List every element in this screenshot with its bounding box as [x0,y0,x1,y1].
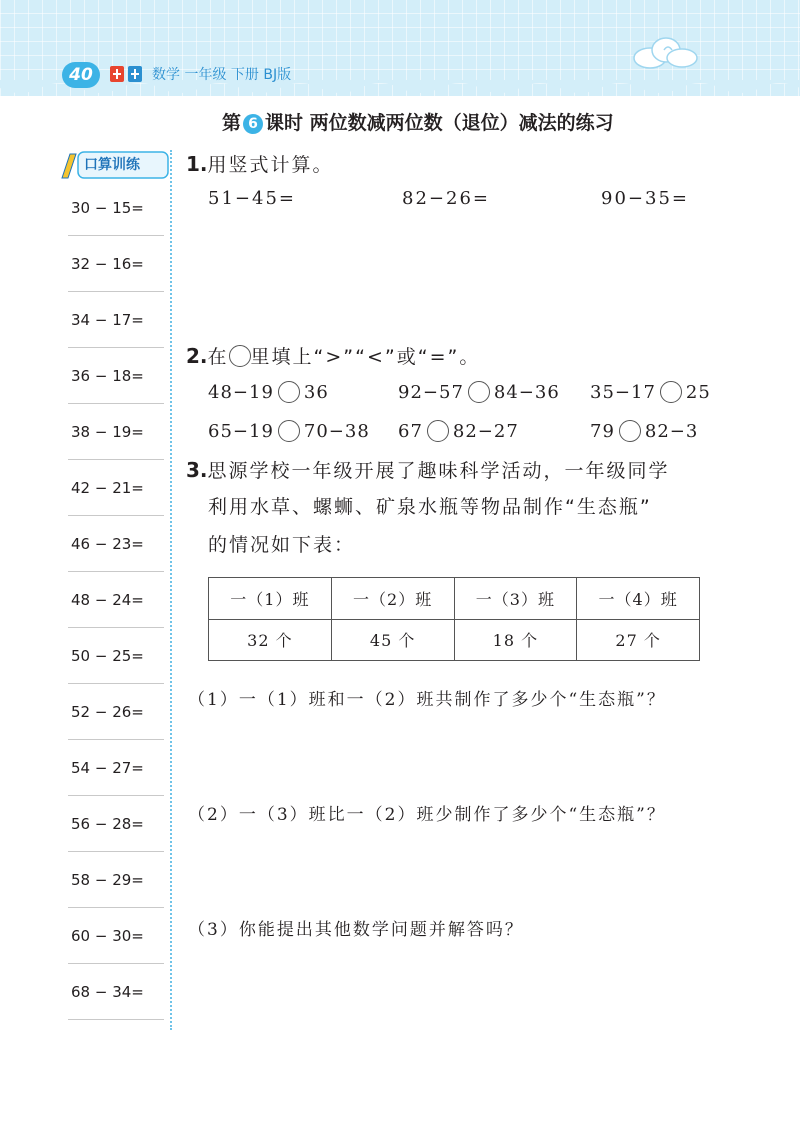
question-3-line: 利用水草、螺蛳、矿泉水瓶等物品制作“生态瓶” [208,496,652,518]
oral-item: 60 − 30= [68,908,164,964]
comparison-left: 79 [590,420,615,442]
question-2-heading [186,342,480,369]
q1-expression: 51−45= [208,188,296,209]
oral-item: 34 − 17= [68,292,164,348]
table-cell: 27 个 [577,619,700,661]
question-2-text-before: 在 [207,346,229,368]
page-number: 40 [62,62,100,88]
table-header-cell: 一（2）班 [331,578,454,620]
sub-question-1: （1）一（1）班和一（2）班共制作了多少个“生态瓶”？ [188,690,666,710]
question-3-line: 思源学校一年级开展了趣味科学活动，一年级同学 [207,460,670,482]
oral-practice-list [68,180,164,1020]
book-title: 数学 一年级 下册 BJ版 [152,67,292,83]
q1-expression: 82−26= [402,188,490,209]
comparison-item [590,381,711,403]
table-cell: 32 个 [209,619,332,661]
question-3-heading [186,456,670,483]
table-header-row [209,578,700,620]
comparison-left: 67 [398,420,423,442]
comparison-left: 92−57 [398,381,464,403]
oral-item: 54 − 27= [68,740,164,796]
table-header-cell: 一（1）班 [209,578,332,620]
sub-question-2: （2）一（3）班比一（2）班少制作了多少个“生态瓶”？ [188,805,666,825]
lesson-title-text: 课时 两位数减两位数（退位）减法的练习 [265,112,614,134]
oral-item: 50 − 25= [68,628,164,684]
class-bottles-table [208,577,700,661]
question-2-text-after: 里填上“>”“<”或“=”。 [250,346,481,368]
answer-circle[interactable] [660,381,682,403]
table-cell: 18 个 [454,619,577,661]
comparison-item [208,420,370,442]
lesson-number-badge: 6 [243,114,263,134]
comparison-right: 84−36 [493,381,560,403]
comparison-right: 82−27 [452,420,519,442]
column-divider [170,150,172,1030]
comparison-item [590,420,698,442]
q1-expression: 90−35= [601,188,689,209]
comparison-item [208,381,329,403]
oral-item: 32 − 16= [68,236,164,292]
oral-item: 36 − 18= [68,348,164,404]
blank-circle-icon [229,345,251,367]
cloud-icon [620,30,710,74]
question-2-number: 2. [186,344,208,368]
question-1-text: 用竖式计算。 [207,154,334,176]
comparison-right: 25 [685,381,711,403]
comparison-right: 82−3 [644,420,699,442]
comparison-right: 36 [303,381,329,403]
oral-item: 52 − 26= [68,684,164,740]
oral-item: 68 − 34= [68,964,164,1020]
question-1-heading [186,150,334,177]
table-row [209,619,700,661]
question-3-number: 3. [186,458,208,482]
lesson-title [222,108,614,135]
oral-item: 38 − 19= [68,404,164,460]
sub-question-3: （3）你能提出其他数学问题并解答吗？ [188,920,524,940]
comparison-left: 35−17 [590,381,656,403]
oral-item: 30 − 15= [68,180,164,236]
answer-circle[interactable] [427,420,449,442]
answer-circle[interactable] [619,420,641,442]
table-header-cell: 一（3）班 [454,578,577,620]
table-cell: 45 个 [331,619,454,661]
comparison-item [398,420,519,442]
table-header-cell: 一（4）班 [577,578,700,620]
question-3-line: 的情况如下表： [208,534,356,556]
oral-item: 42 − 21= [68,460,164,516]
comparison-item [398,381,560,403]
comparison-left: 65−19 [208,420,274,442]
oral-item: 56 − 28= [68,796,164,852]
oral-item: 48 − 24= [68,572,164,628]
brand-logo-icon [108,63,146,85]
comparison-right: 70−38 [303,420,370,442]
answer-circle[interactable] [468,381,490,403]
oral-practice-title: 口算训练 [84,157,140,173]
oral-item: 58 − 29= [68,852,164,908]
lesson-prefix: 第 [222,112,242,134]
comparison-left: 48−19 [208,381,274,403]
oral-item: 46 − 23= [68,516,164,572]
answer-circle[interactable] [278,381,300,403]
question-1-number: 1. [186,152,208,176]
answer-circle[interactable] [278,420,300,442]
